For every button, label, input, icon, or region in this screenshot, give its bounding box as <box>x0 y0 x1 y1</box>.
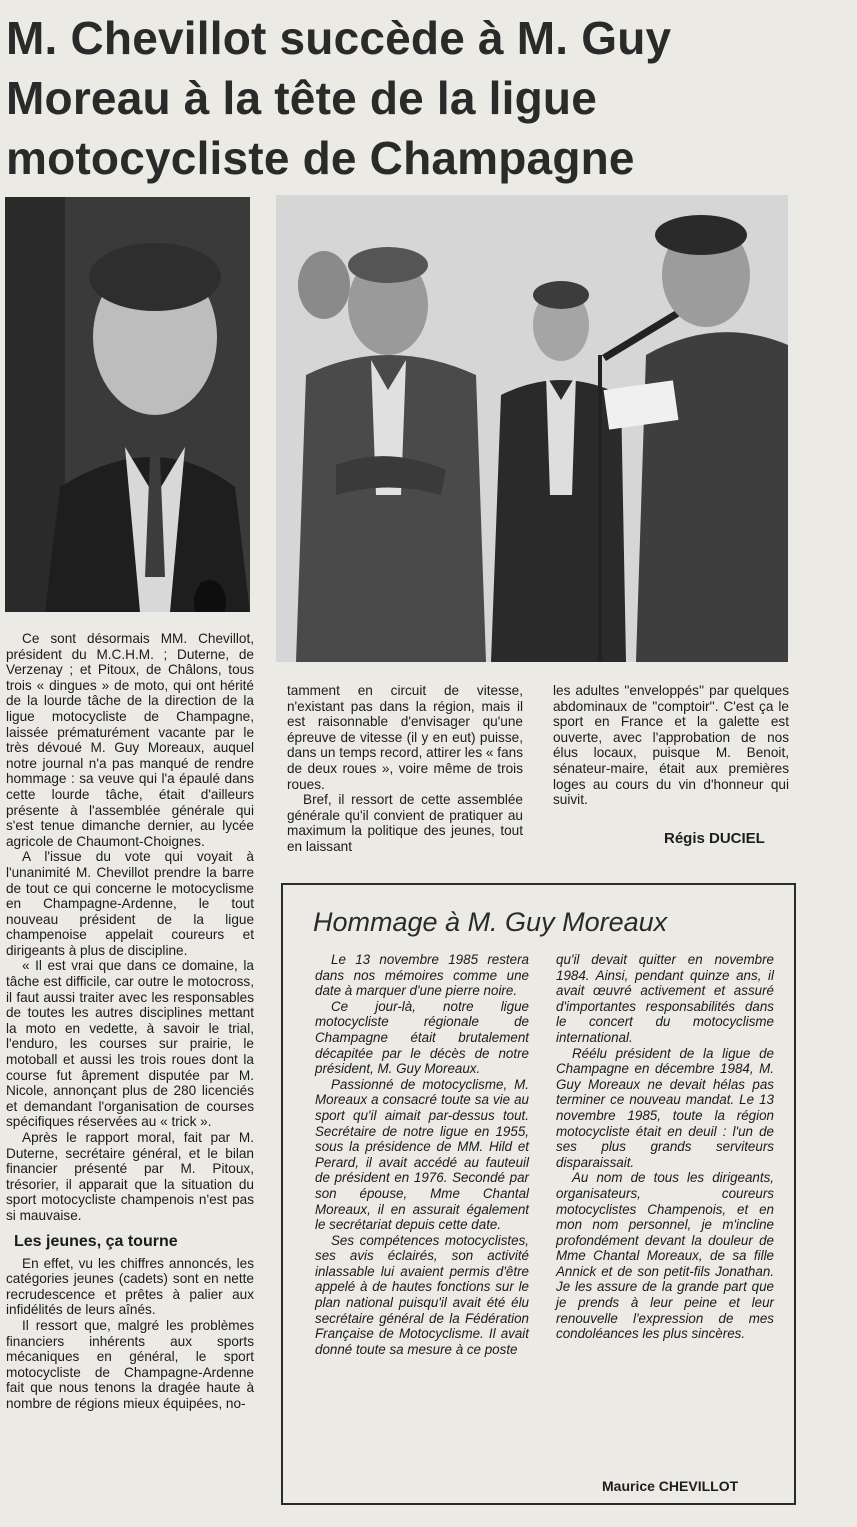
article-column-3 <box>553 683 789 808</box>
article-headline: M. Chevillot succède à M. Guy Moreau à la tête de la ligue motocycliste de Champagne <box>6 12 672 184</box>
tribute-paragraph: Ses compétences motocyclistes, ses avis éclairés, son activité inlassable lui avaient permis d'être appelé à de hautes fonctions sur le plan national puisqu'il avait été élu secrétaire général de la Fédération Française de Motocyclisme. Il avait donné toute sa mesure à ce poste <box>315 1232 529 1357</box>
tribute-paragraph: Passionné de motocyclisme, M. Moreaux a consacré toute sa vie au sport qu'il aimait par-dessus tout. Secrétaire de notre ligue en 1955, sous la présidence de MM. Hild et Perard, il avait accédé au fauteuil de président en 1976. Secondé par son épouse, Mme Chantal Moreaux, il en assurait également le secrétariat depuis cette date. <box>315 1076 529 1233</box>
section-subhead: Les jeunes, ça tourne <box>14 1232 178 1250</box>
tribute-column-right <box>556 952 774 1342</box>
tribute-paragraph: Ce jour-là, notre ligue motocycliste régionale de Champagne était brutalement décapitée par le décès de notre président, M. Guy Moreaux. <box>315 998 529 1077</box>
article-column-1 <box>6 631 254 1412</box>
tribute-signature: Maurice CHEVILLOT <box>602 1478 739 1494</box>
col1-paragraph: En effet, vu les chiffres annoncés, les catégories jeunes (cadets) sont en nette recrudescence et prêtes à palier aux infidélités de leurs aînés. <box>6 1255 254 1318</box>
tribute-paragraph: Le 13 novembre 1985 restera dans nos mémoires comme une date à marquer d'une pierre noire. <box>315 952 529 999</box>
col1-paragraph: Ce sont désormais MM. Chevillot, président du M.C.H.M. ; Duterne, de Verzenay ; et Pitoux, de Châlons, tous trois « dingues » de moto, qui ont hérité de la lourde tâche de la direction de la ligue motocycliste de Champagne, laissée prématurément vacante par le très dévoué M. Guy Moreaux, auquel notre journal n'a pas manqué de rendre hommage : sa veuve qui l'a épaulé dans cette lourde tâche, était d'ailleurs présente à l'assemblée générale qui s'est tenue dimanche dernier, au lycée agricole de Chaumont-Choignes. <box>6 631 254 849</box>
article-column-2 <box>287 683 523 855</box>
tribute-paragraph: Au nom de tous les dirigeants, organisateurs, coureurs motocyclistes Champenois, et en mon nom personnel, je m'incline profondément devant la douleur de Mme Chantal Moreaux, de sa fille Annick et de son petit-fils Jonathan. Je les assure de la grande part que je prends à leur peine et leur renouvelle l'expression de mes condoléances les plus sincères. <box>556 1170 774 1342</box>
author-signature: Régis DUCIEL <box>664 830 765 847</box>
tribute-column-left <box>315 952 529 1357</box>
col3-paragraph: les adultes ''enveloppés'' par quelques abdominaux de ''comptoir''. C'est ça le sport en France et la galette est ouverte, avec l'approbation de nos élus locaux, puisque M. Benoit, sénateur-maire, était aux premières loges au cours du vin d'honneur qui suivit. <box>553 683 789 808</box>
tribute-paragraph: Réélu président de la ligue de Champagne en décembre 1984, M. Guy Moreaux ne devait hélas pas terminer ce nouveau mandat. Le 13 novembre 1985, toute la région motocycliste était en deuil : l'un de ses plus grands serviteurs disparaissait. <box>556 1045 774 1170</box>
col1-paragraph: Après le rapport moral, fait par M. Duterne, secrétaire général, et le bilan financier présenté par M. Pitoux, trésorier, il apparait que la situation du sport motocycliste champenois n'est pas si mauvaise. <box>6 1130 254 1223</box>
tribute-title: Hommage à M. Guy Moreaux <box>313 907 668 937</box>
col1-paragraph: A l'issue du vote qui voyait à l'unanimité M. Chevillot prendre la barre de tout ce qui concerne le motocyclisme en Champagne-Ardenne, le tout nouveau président de la ligue champenoise appelait coureurs et dirigeants à plus de discipline. <box>6 849 254 958</box>
photo-group <box>276 195 788 662</box>
photo-speaker-graphic <box>5 197 250 612</box>
col1-paragraph: Il ressort que, malgré les problèmes financiers inhérents aux sports mécaniques en général, le sport motocycliste de Champagne-Ardenne fait que nous tenons la dragée haute à nombre de régions mieux équipées, no- <box>6 1317 254 1411</box>
photo-speaker <box>5 197 250 612</box>
tribute-paragraph: qu'il devait quitter en novembre 1984. Ainsi, pendant quinze ans, il avait œuvré activement et assuré d'importantes responsabilités dans le concert du motocyclisme international. <box>556 952 774 1045</box>
col2-paragraph: Bref, il ressort de cette assemblée générale qu'il convient de pratiquer au maximum la politique des jeunes, tout en laissant <box>287 792 523 854</box>
photo-group-graphic <box>276 195 788 662</box>
col2-paragraph: tamment en circuit de vitesse, n'existant pas dans la région, mais il est raisonnable d'envisager qu'une épreuve de vitesse (il y en eut) puisse, dans un temps record, attirer les « fans de deux roues », voire même de trois roues. <box>287 683 523 792</box>
col1-paragraph: « Il est vrai que dans ce domaine, la tâche est difficile, car outre le motocross, il faut aussi traiter avec les responsables de toutes les autres disciplines mettant la moto en vedette, à savoir le trial, l'enduro, les courses sur prairie, le motoball et aussi les trois roues dont la course fut âprement disputée par M. Nicole, annonçant plus de 280 licenciés et demandant l'organisation de courses spécifiques réservées au « trick ». <box>6 958 254 1130</box>
